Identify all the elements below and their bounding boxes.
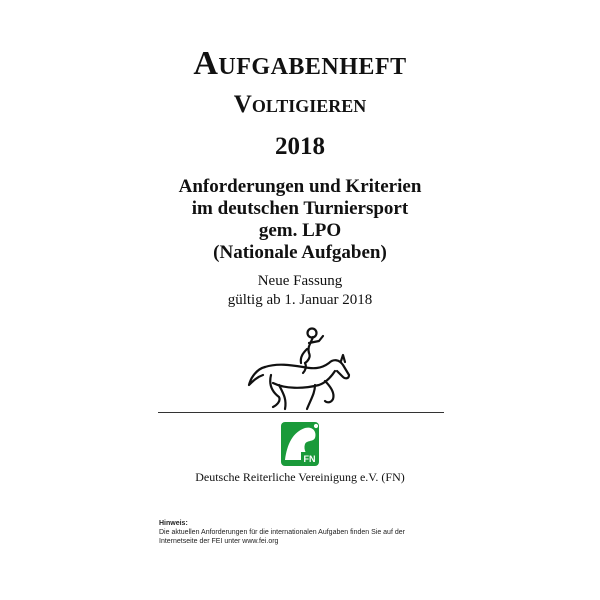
vaulting-horse-illustration — [245, 325, 355, 413]
organization-name: Deutsche Reiterliche Vereinigung e.V. (FN) — [195, 470, 405, 484]
edition-line: gültig ab 1. Januar 2018 — [227, 292, 373, 308]
cover-title: Aufgabenheft — [193, 45, 407, 82]
cover-description — [0, 176, 600, 264]
edition-info — [0, 272, 600, 310]
footnote-line: Die aktuellen Anforderungen für die internationalen Aufgaben finden Sie auf der — [159, 529, 405, 536]
cover-year: 2018 — [275, 133, 325, 160]
logo-text: FN — [303, 454, 316, 464]
divider-line — [158, 412, 444, 413]
edition-line: Neue Fassung — [257, 273, 343, 289]
footnote-heading: Hinweis: — [159, 520, 188, 527]
description-line: (Nationale Aufgaben) — [213, 242, 387, 263]
description-line: im deutschen Turniersport — [191, 198, 409, 219]
cover-subtitle: Voltigieren — [233, 91, 367, 118]
footnote — [159, 519, 459, 546]
fn-logo-icon — [279, 420, 321, 468]
description-line: gem. LPO — [258, 220, 342, 241]
footnote-line: Internetseite der FEI unter www.fei.org — [159, 538, 279, 545]
description-line: Anforderungen und Kriterien — [178, 176, 422, 197]
